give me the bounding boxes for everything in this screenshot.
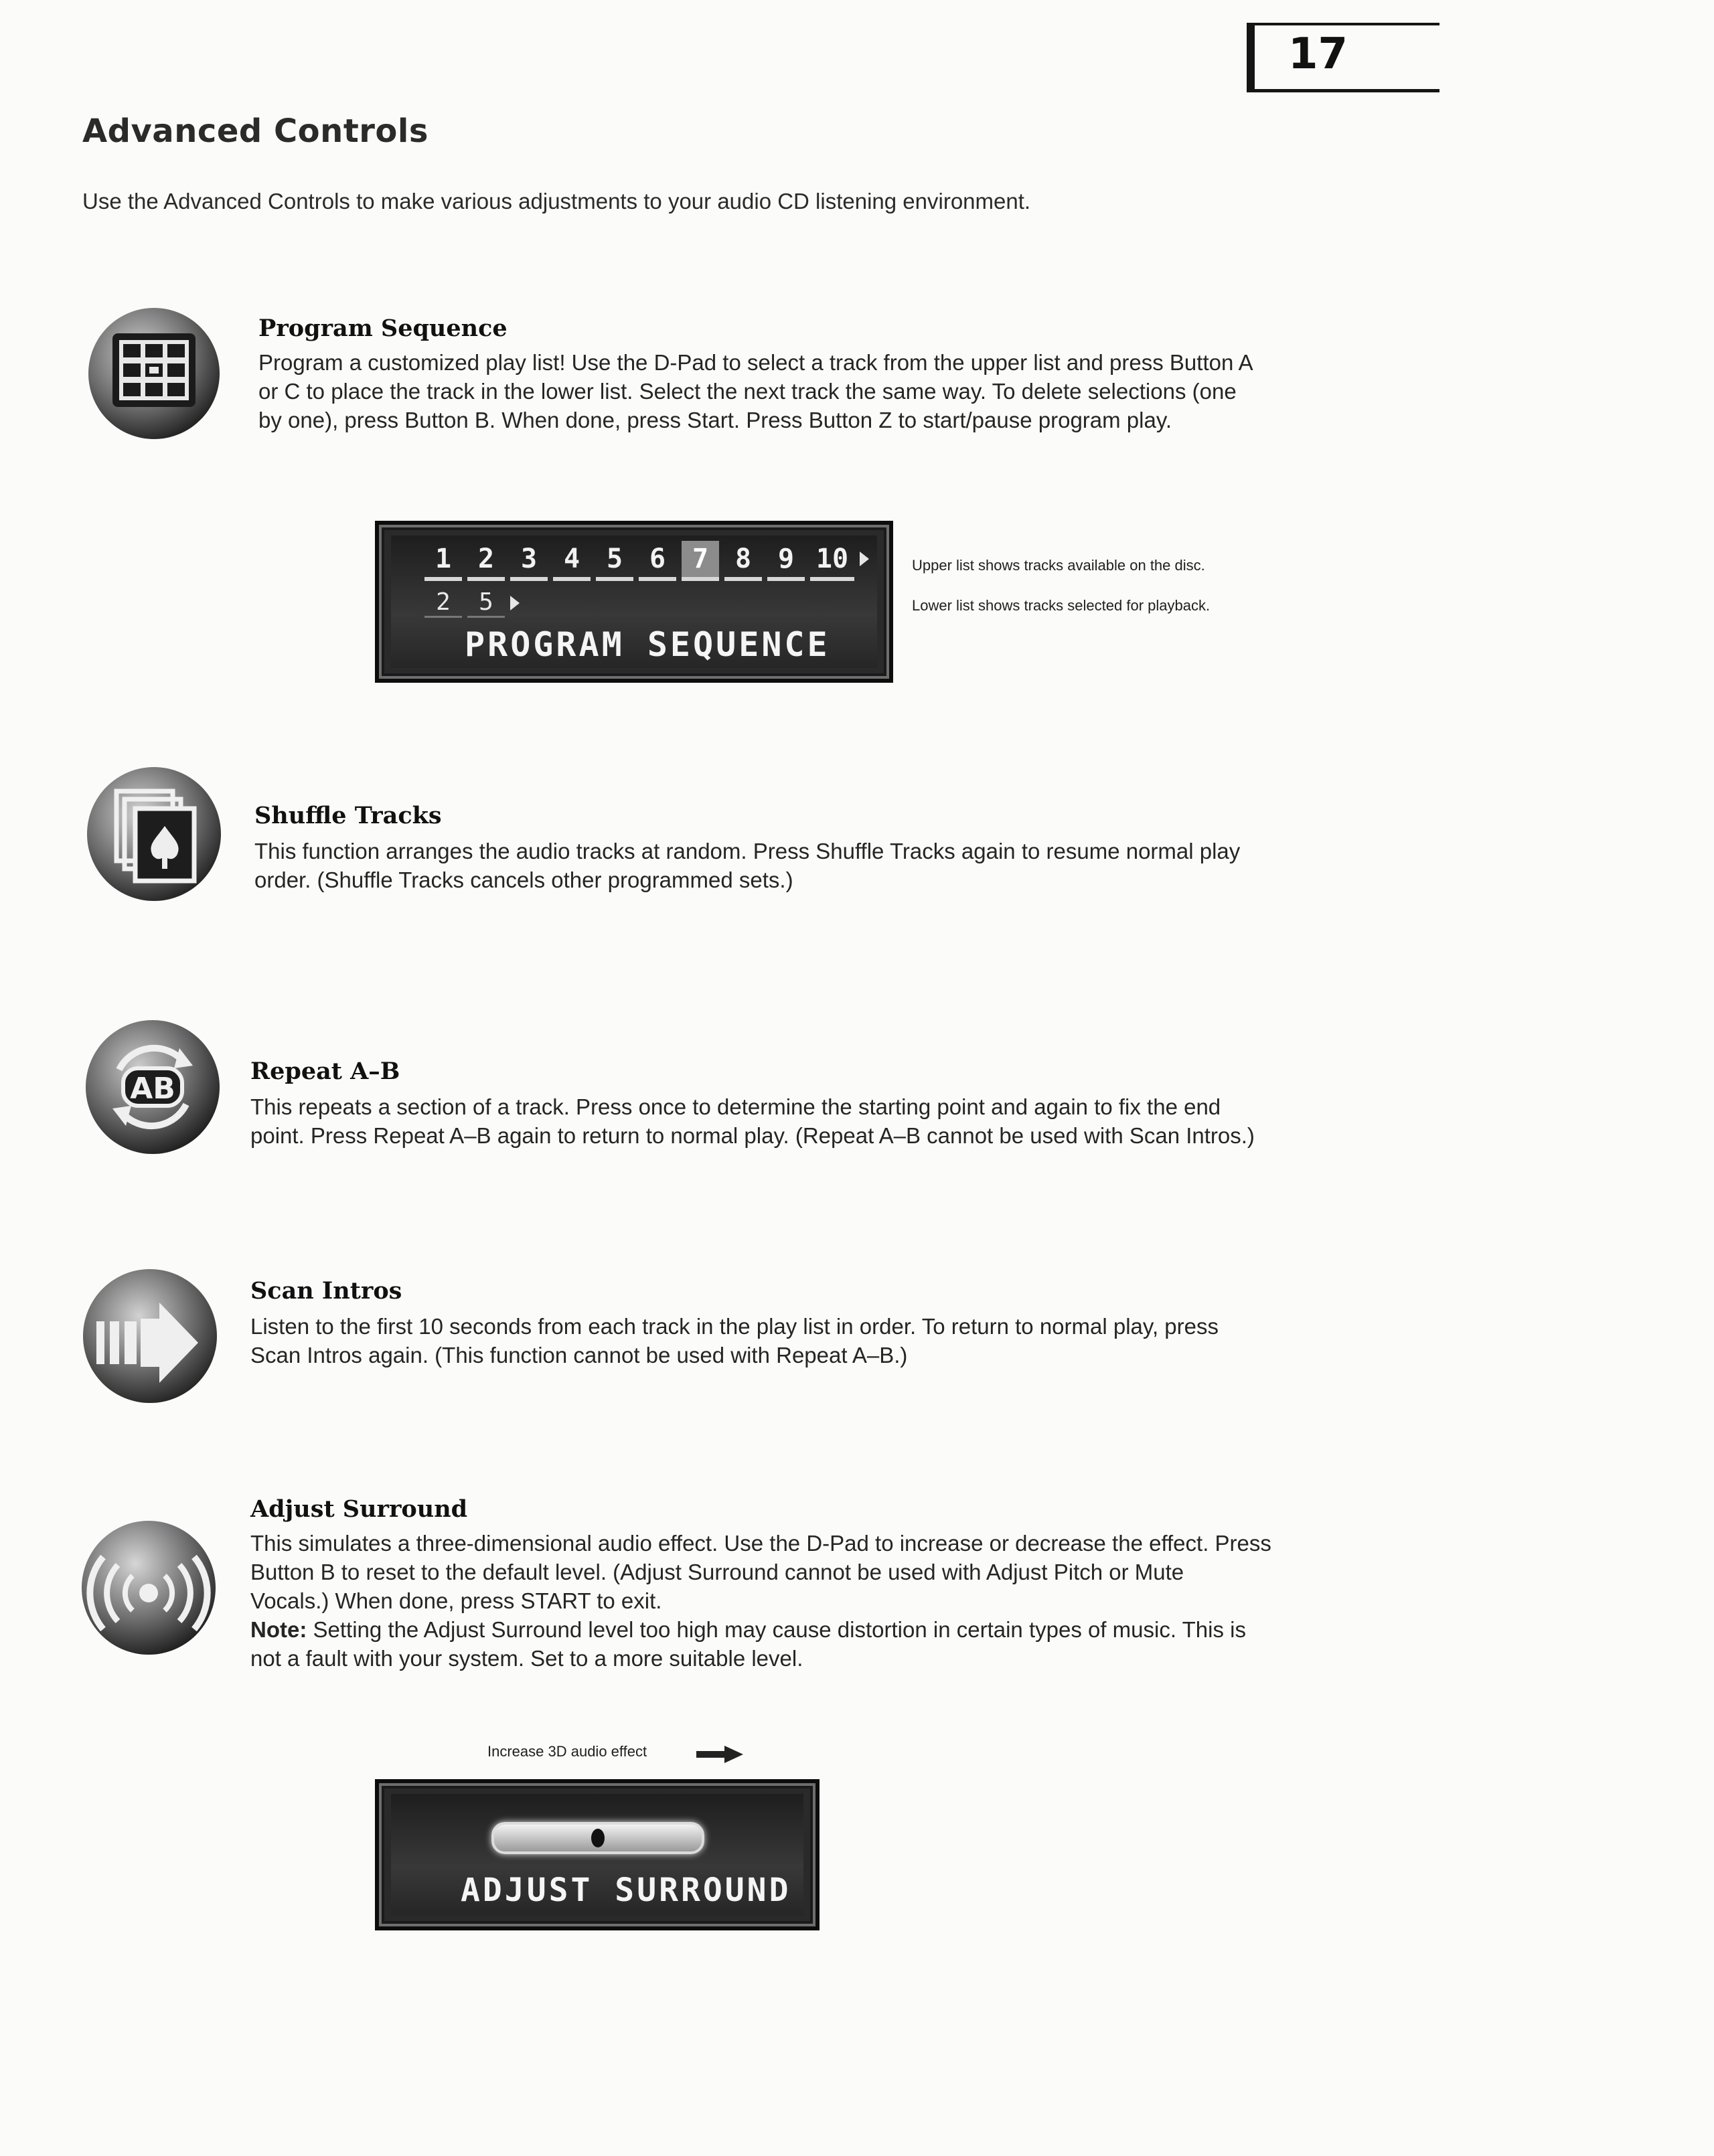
right-arrow-icon <box>696 1746 743 1763</box>
program-grid-icon <box>83 300 225 442</box>
callout-lower-list: Lower list shows tracks selected for playback. <box>912 597 1211 614</box>
note-text: Setting the Adjust Surround level too high may cause distortion in certain types of music. This is <box>307 1617 1246 1642</box>
section-heading-repeat-ab: Repeat A–B <box>250 1058 400 1085</box>
scroll-right-arrow-icon <box>860 552 869 566</box>
upper-track: 1 <box>424 541 462 581</box>
body-line: point. Press Repeat A–B again to return to normal play. (Repeat A–B cannot be used with Scan Intros.) <box>250 1123 1255 1148</box>
section-body-repeat-ab <box>250 1092 1375 1150</box>
screen-label: ADJUST SURROUND <box>461 1872 791 1909</box>
note-line: not a fault with your system. Set to a more suitable level. <box>250 1646 803 1671</box>
section-heading-program-sequence: Program Sequence <box>258 315 508 342</box>
upper-track: 4 <box>553 541 591 581</box>
page-number-bottom-rule <box>1247 89 1439 92</box>
body-line: or C to place the track in the lower list. Select the next track the same way. To delete selections (one <box>258 379 1237 404</box>
note-label: Note: <box>250 1617 307 1642</box>
body-line: Listen to the first 10 seconds from each track in the play list in order. To return to normal play, press <box>250 1314 1219 1339</box>
upper-track: 9 <box>767 541 805 581</box>
page-number-box <box>1247 23 1439 92</box>
svg-text:AB: AB <box>130 1072 175 1106</box>
page-title: Advanced Controls <box>82 112 428 150</box>
program-sequence-screen <box>375 521 893 683</box>
page-number-bar <box>1247 23 1255 92</box>
body-line: Button B to reset to the default level. (Adjust Surround cannot be used with Adjust Pitch or Mute <box>250 1560 1184 1584</box>
body-line: Scan Intros again. (This function cannot be used with Repeat A–B.) <box>250 1343 908 1367</box>
section-body-program-sequence <box>258 348 1383 434</box>
shuffle-cards-icon <box>83 762 225 904</box>
upper-track-selected: 7 <box>682 541 719 581</box>
upper-track: 6 <box>639 541 676 581</box>
scan-arrow-icon <box>79 1262 221 1404</box>
screen-label: PROGRAM SEQUENCE <box>465 625 830 664</box>
body-line: This simulates a three-dimensional audio effect. Use the D-Pad to increase or decrease the effect. Press <box>250 1531 1271 1556</box>
upper-track: 5 <box>596 541 633 581</box>
page-number: 17 <box>1288 29 1348 79</box>
upper-track: 2 <box>467 541 505 581</box>
intro-text: Use the Advanced Controls to make various adjustments to your audio CD listening environment. <box>82 189 1031 214</box>
upper-track: 10 <box>810 541 854 581</box>
page-number-top-rule <box>1247 23 1439 25</box>
slider-knob <box>591 1829 605 1847</box>
body-line: This function arranges the audio tracks at random. Press Shuffle Tracks again to resume normal play <box>254 839 1241 863</box>
body-line: Program a customized play list! Use the D-Pad to select a track from the upper list and press Button A <box>258 350 1253 375</box>
upper-track: 3 <box>510 541 548 581</box>
body-line: order. (Shuffle Tracks cancels other programmed sets.) <box>254 867 793 892</box>
body-line: This repeats a section of a track. Press once to determine the starting point and again to fix the end <box>250 1094 1221 1119</box>
callout-upper-list: Upper list shows tracks available on the disc. <box>912 557 1205 574</box>
upper-track-list <box>424 541 869 581</box>
note-line <box>250 1615 1375 1644</box>
section-heading-scan-intros: Scan Intros <box>250 1277 402 1305</box>
repeat-ab-icon <box>82 1016 224 1158</box>
insert-cursor-icon <box>510 596 520 610</box>
section-body-adjust-surround <box>250 1529 1375 1673</box>
lower-track-list <box>424 589 520 618</box>
section-body-shuffle-tracks <box>254 837 1379 894</box>
section-heading-shuffle-tracks: Shuffle Tracks <box>254 802 442 829</box>
lower-track: 5 <box>467 589 505 618</box>
section-heading-adjust-surround: Adjust Surround <box>250 1495 468 1523</box>
surround-level-slider <box>491 1822 704 1854</box>
upper-track: 8 <box>724 541 762 581</box>
increase-effect-hint: Increase 3D audio effect <box>487 1743 647 1760</box>
section-body-scan-intros <box>250 1312 1375 1370</box>
lower-track: 2 <box>424 589 462 618</box>
surround-speaker-icon <box>78 1514 220 1656</box>
adjust-surround-screen <box>375 1779 820 1930</box>
body-line: by one), press Button B. When done, press Start. Press Button Z to start/pause program play. <box>258 408 1172 432</box>
body-line: Vocals.) When done, press START to exit. <box>250 1588 662 1613</box>
